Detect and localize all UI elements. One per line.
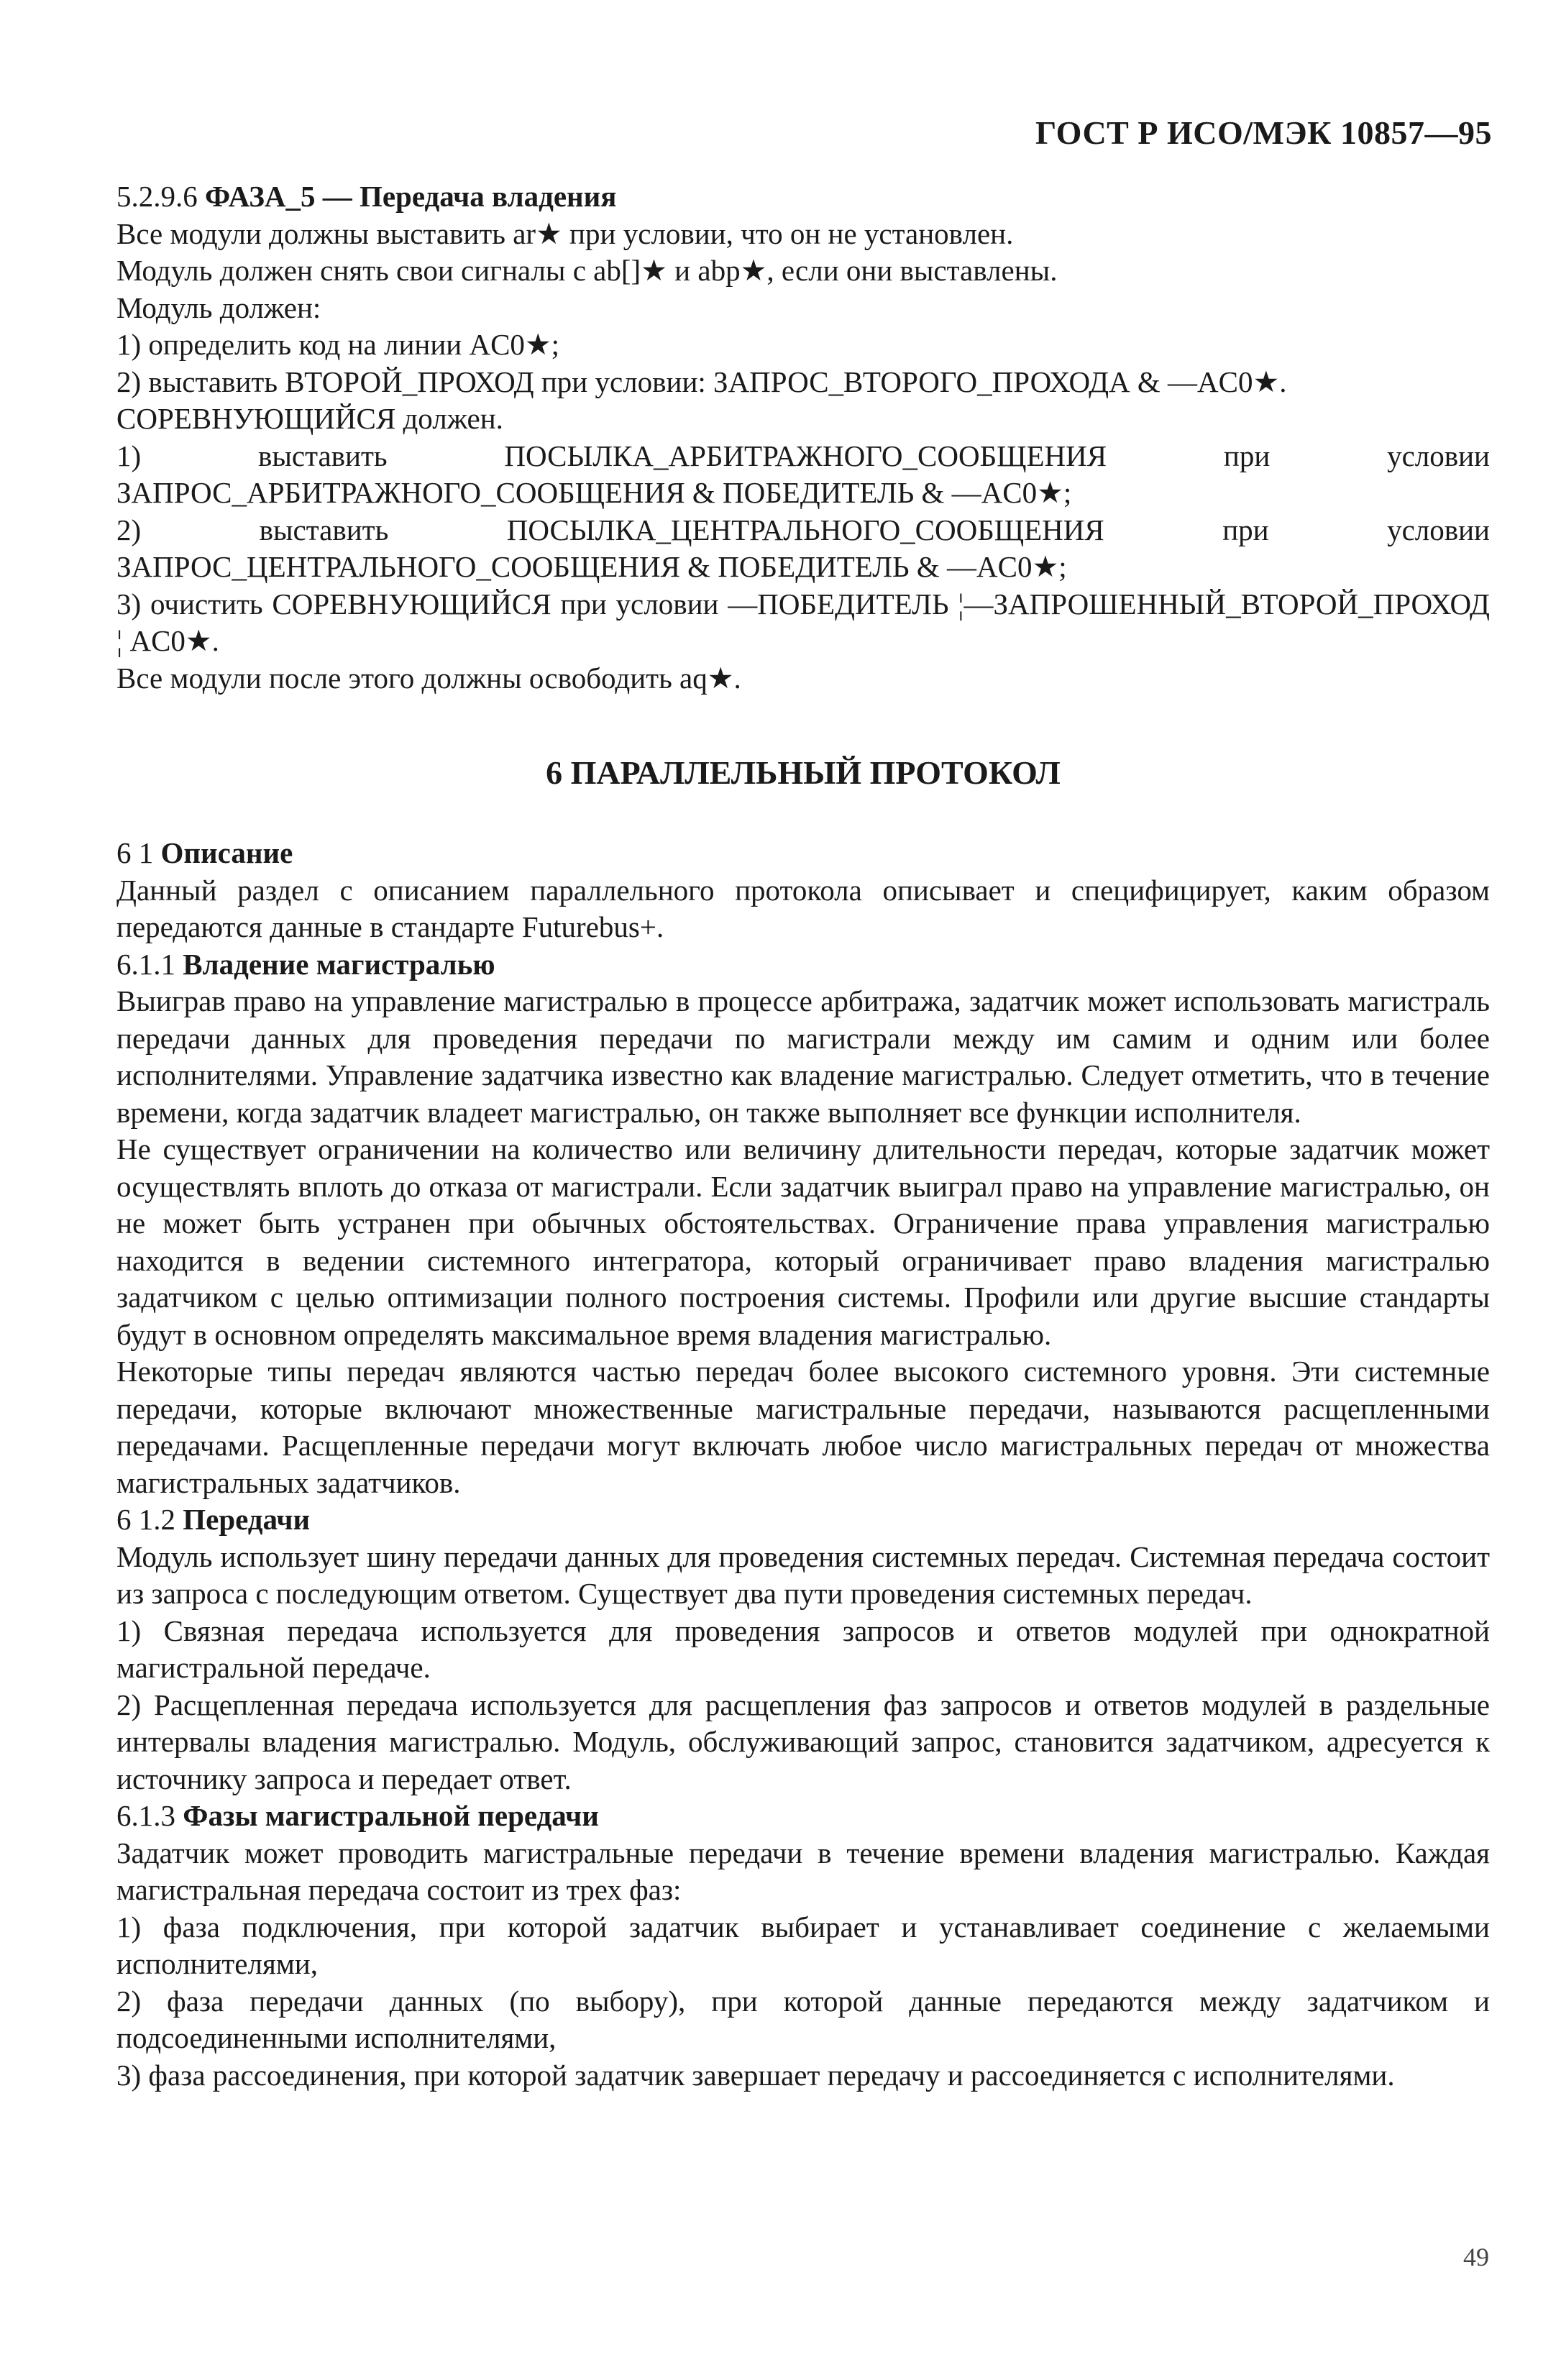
- list-item: 2) Расщепленная передача используется для расщепления фаз запросов и ответов модулей в раздельные интервалы владения магистралью. Модуль, обслуживающий запрос, становится задатчиком, адресуется к источнику запроса и передает ответ.: [116, 1688, 1490, 1795]
- heading-title: Фазы магистральной передачи: [183, 1799, 599, 1832]
- heading-number: 5.2.9.6: [116, 180, 198, 213]
- section-heading-6-1-1: [116, 946, 1490, 984]
- heading-number: 6 1.2: [116, 1503, 175, 1536]
- chapter-title: 6 ПАРАЛЛЕЛЬНЫЙ ПРОТОКОЛ: [546, 754, 1061, 791]
- list-item: 1) фаза подключения, при которой задатчик выбирает и устанавливает соединение с желаемыми исполнителями,: [116, 1910, 1490, 1980]
- paragraph: СОРЕВНУЮЩИЙСЯ должен.: [116, 402, 503, 435]
- heading-title: Описание: [160, 836, 293, 869]
- heading-number: 6.1.3: [116, 1799, 175, 1832]
- list-item: 3) очистить СОРЕВНУЮЩИЙСЯ при условии —ПОБЕДИТЕЛЬ ¦—ЗАПРОШЕННЫЙ_ВТОРОЙ_ПРОХОД ¦ AC0★.: [116, 587, 1490, 657]
- heading-title: ФАЗА_5 — Передача владения: [205, 180, 617, 213]
- page-content: [116, 178, 1490, 2094]
- list-item: 1) выставить ПОСЫЛКА_АРБИТРАЖНОГО_СООБЩЕНИЯ при условии ЗАПРОС_АРБИТРАЖНОГО_СООБЩЕНИЯ & ПОБЕДИТЕЛЬ & —AC0★;: [116, 439, 1490, 509]
- paragraph: Модуль должен снять свои сигналы с ab[]★ и abp★, если они выставлены.: [116, 254, 1058, 287]
- list-item: 2) выставить ПОСЫЛКА_ЦЕНТРАЛЬНОГО_СООБЩЕНИЯ при условии ЗАПРОС_ЦЕНТРАЛЬНОГО_СООБЩЕНИЯ & ПОБЕДИТЕЛЬ & —AC0★;: [116, 513, 1490, 583]
- heading-title: Владение магистралью: [183, 947, 495, 981]
- paragraph: Модуль должен:: [116, 290, 321, 324]
- list-item: 1) определить код на линии AC0★;: [116, 328, 560, 361]
- paragraph: Задатчик может проводить магистральные передачи в течение времени владения магистралью. Каждая магистральная передача состоит из трех фаз:: [116, 1836, 1490, 1906]
- heading-number: 6 1: [116, 836, 154, 869]
- paragraph: Модуль использует шину передачи данных для проведения системных передач. Системная передача состоит из запроса с последующим ответом. Существует два пути проведения системных передач.: [116, 1539, 1490, 1610]
- paragraph: Данный раздел с описанием параллельного протокола описывает и специфицирует, каким образом передаются данные в стандарте Futurebus+.: [116, 873, 1490, 943]
- standard-header: ГОСТ Р ИСО/МЭК 10857—95: [1035, 114, 1492, 151]
- list-item: 2) фаза передачи данных (по выбору), при которой данные передаются между задатчиком и подсоединенными исполнителями,: [116, 1984, 1490, 2054]
- heading-title: Передачи: [183, 1503, 311, 1536]
- list-item: 2) выставить ВТОРОЙ_ПРОХОД при условии: ЗАПРОС_ВТОРОГО_ПРОХОДА & —AC0★.: [116, 365, 1287, 398]
- paragraph: Все модули после этого должны освободить aq★.: [116, 661, 741, 695]
- section-heading-6-1-3: [116, 1798, 1490, 1835]
- paragraph: Не существует ограничении на количество или величину длительности передач, которые задатчик может осуществлять вплоть до отказа от магистрали. Если задатчик выиграл право на управление магистралью, он не может быть устранен при обычных обстоятельствах. Ограничение права управления магистралью находится в ведении системного интегратора, который ограничивает право владения магистралью задатчиком с целью оптимизации полного построения системы. Профили или другие высшие стандарты будут в основном определять максимальное время владения магистралью.: [116, 1132, 1490, 1351]
- heading-number: 6.1.1: [116, 947, 175, 981]
- page-number: 49: [1463, 2243, 1489, 2271]
- paragraph: Выиграв право на управление магистралью в процессе арбитража, задатчик может использовать магистраль передачи данных для проведения передачи по магистрали между им самим и одним или более исполнителями. Управление задатчика известно как владение магистралью. Следует отметить, что в течение времени, когда задатчик владеет магистралью, он также выполняет все функции исполнителя.: [116, 984, 1490, 1129]
- paragraph: Некоторые типы передач являются частью передач более высокого системного уровня. Эти системные передачи, которые включают множественные магистральные передачи, называются расщепленными передачами. Расщепленные передачи могут включать любое число магистральных передач от множества магистральных задатчиков.: [116, 1355, 1490, 1499]
- section-heading-5-2-9-6: [116, 178, 1490, 216]
- list-item: 1) Связная передача используется для проведения запросов и ответов модулей при однократной магистральной передаче.: [116, 1614, 1490, 1684]
- paragraph: Все модули должны выставить ar★ при условии, что он не установлен.: [116, 216, 1014, 250]
- section-heading-6-1: [116, 835, 1490, 872]
- section-heading-6-1-2: [116, 1501, 1490, 1539]
- list-item: 3) фаза рассоединения, при которой задатчик завершает передачу и рассоединяется с исполнителями.: [116, 2058, 1395, 2092]
